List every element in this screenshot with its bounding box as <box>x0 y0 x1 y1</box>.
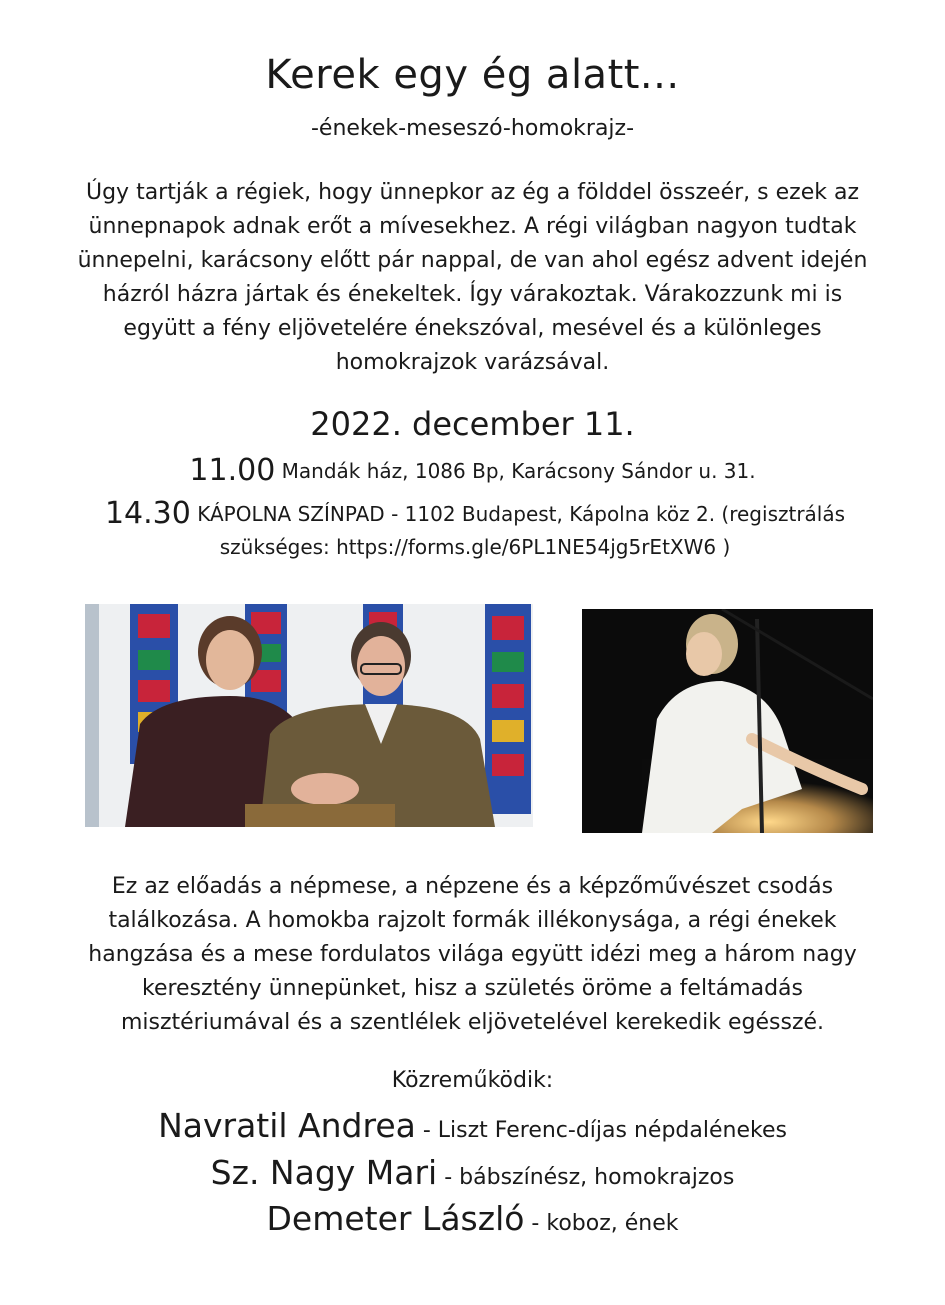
session-1-time: 11.00 <box>189 453 276 488</box>
contributors-label: Közreműködik: <box>391 1068 554 1093</box>
session-1-place: Mandák ház, 1086 Bp, Karácsony Sándor u. 31. <box>275 459 756 483</box>
contributor-1 <box>0 1106 945 1145</box>
description-paragraph: Ez az előadás a népmese, a népzene és a képzőművészet csodás találkozása. A homokba rajzolt formák illékonysága, a régi énekek hangzása és a mese fordulatos világa együtt idézi meg a három nagy keresztény ünnepünket, hisz a születés öröme a feltámadás misztériumával és a szentlélek eljövetelével kerekedik egésszé. <box>88 874 857 1035</box>
session-1 <box>0 453 945 488</box>
session-2 <box>60 497 890 564</box>
event-title: Kerek egy ég alatt... <box>265 52 680 98</box>
contributor-2-role: - bábszínész, homokrajzos <box>437 1165 735 1190</box>
event-subtitle: -énekek-meseszó-homokrajz- <box>310 116 635 141</box>
contributor-3-role: - koboz, ének <box>524 1211 679 1236</box>
session-2-place: KÁPOLNA SZÍNPAD - 1102 Budapest, Kápolna köz 2. (regisztrálás szükséges: https://forms.gle/6PL1NE54jg5rEtXW6 ) <box>190 502 846 559</box>
event-date: 2022. december 11. <box>310 405 635 443</box>
contributor-2-name: Sz. Nagy Mari <box>210 1153 438 1192</box>
performers-photo <box>85 604 533 827</box>
intro-paragraph: Úgy tartják a régiek, hogy ünnepkor az ég a földdel összeér, s ezek az ünnepnapok adnak erőt a mívesekhez. A régi világban nagyon tudtak ünnepelni, karácsony előtt pár nappal, de van ahol egész advent idején házról házra jártak és énekeltek. Így várakoztak. Várakozzunk mi is együtt a fény eljövetelére énekszóval, mesével és a különleges homokrajzok varázsával. <box>77 180 868 375</box>
contributor-2 <box>0 1153 945 1192</box>
contributor-1-name: Navratil Andrea <box>158 1106 416 1145</box>
contributor-3-name: Demeter László <box>266 1199 525 1238</box>
sand-artist-photo <box>582 609 873 833</box>
contributor-1-role: - Liszt Ferenc-díjas népdalénekes <box>415 1118 787 1143</box>
session-2-time: 14.30 <box>104 496 191 531</box>
contributor-3 <box>0 1199 945 1238</box>
